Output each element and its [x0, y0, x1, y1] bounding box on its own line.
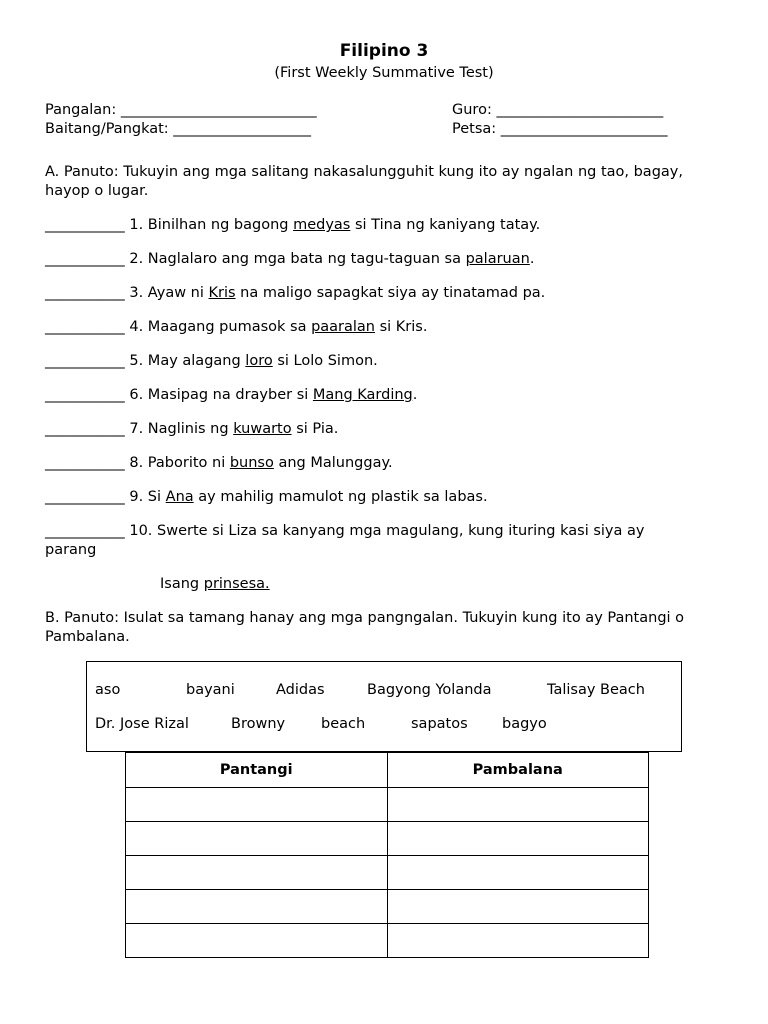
answer-cell — [126, 890, 388, 924]
name-label: Pangalan: — [45, 102, 117, 118]
table-row — [126, 890, 649, 924]
answer-cell — [387, 788, 649, 822]
question-text: si Tina ng kaniyang tatay. — [350, 217, 541, 233]
word-bank-item: beach — [321, 716, 366, 732]
question-item — [45, 420, 338, 438]
teacher-line: _______________________ — [496, 102, 664, 118]
page-title: Filipino 3 — [339, 41, 429, 61]
answer-cell — [126, 856, 388, 890]
question-text: . — [412, 387, 418, 403]
underlined-word: medyas — [293, 217, 351, 233]
teacher-field — [452, 101, 663, 119]
date-label: Petsa: — [452, 121, 497, 137]
question-text: 9. Si — [129, 489, 166, 505]
answer-blank: ___________ — [45, 251, 125, 267]
question-text: 10. Swerte si Liza sa kanyang mga magulang, kung ituring kasi siya ay — [129, 523, 645, 539]
teacher-label: Guro: — [452, 102, 492, 118]
underlined-word: paaralan — [311, 319, 375, 335]
underlined-word: Mang Karding — [312, 387, 413, 403]
question-text: si Pia. — [291, 421, 339, 437]
word-bank-box — [86, 661, 682, 752]
table-row — [126, 788, 649, 822]
page-subtitle: (First Weekly Summative Test) — [274, 65, 494, 81]
underlined-word: kuwarto — [233, 421, 292, 437]
table-row — [126, 924, 649, 958]
column-header-pambalana: Pambalana — [387, 753, 649, 788]
question-item — [45, 250, 534, 268]
underlined-word: bunso — [229, 455, 274, 471]
question-text: si Lolo Simon. — [272, 353, 378, 369]
part-b-instruction-line1: B. Panuto: Isulat sa tamang hanay ang mga pangngalan. Tukuyin kung ito ay Pantangi o — [45, 610, 685, 626]
word-bank-item: bagyo — [502, 716, 547, 732]
question-text: na maligo sapagkat siya ay tinatamad pa. — [235, 285, 546, 301]
name-field — [45, 101, 317, 119]
question-item — [45, 488, 488, 506]
answer-cell — [387, 924, 649, 958]
section-label: Baitang/Pangkat: — [45, 121, 169, 137]
word-bank-item: Adidas — [276, 682, 325, 698]
table-row — [126, 822, 649, 856]
word-bank-item: Browny — [231, 716, 286, 732]
answer-blank: ___________ — [45, 217, 125, 233]
question-item — [45, 318, 427, 336]
date-field — [452, 120, 668, 138]
answer-blank: ___________ — [45, 421, 125, 437]
answer-cell — [126, 788, 388, 822]
answer-blank: ___________ — [45, 489, 125, 505]
underlined-word: Kris — [208, 285, 236, 301]
underlined-word: prinsesa. — [203, 576, 270, 592]
question-text: 3. Ayaw ni — [129, 285, 209, 301]
answer-blank: ___________ — [45, 455, 125, 471]
classification-table — [125, 752, 649, 958]
question-text: 4. Maagang pumasok sa — [129, 319, 312, 335]
question-text: . — [529, 251, 535, 267]
name-line: ___________________________ — [120, 102, 317, 118]
answer-blank: ___________ — [45, 523, 125, 539]
underlined-word: palaruan — [465, 251, 530, 267]
part-a-instruction-line2: hayop o lugar. — [45, 183, 149, 199]
answer-blank: ___________ — [45, 319, 125, 335]
question-text: 5. May alagang — [129, 353, 246, 369]
column-header-pantangi: Pantangi — [126, 753, 388, 788]
question-item-10-line3 — [160, 575, 270, 593]
underlined-word: Ana — [165, 489, 194, 505]
answer-cell — [126, 924, 388, 958]
question-item — [45, 386, 417, 404]
answer-blank: ___________ — [45, 285, 125, 301]
question-item — [45, 454, 393, 472]
question-text: ang Malunggay. — [273, 455, 393, 471]
table-row — [126, 856, 649, 890]
question-item-10-line2: parang — [45, 542, 97, 558]
section-line: ___________________ — [173, 121, 312, 137]
part-a-instruction-line1: A. Panuto: Tukuyin ang mga salitang nakasalungguhit kung ito ay ngalan ng tao, bagay, — [45, 164, 683, 180]
answer-blank: ___________ — [45, 353, 125, 369]
word-bank-item: bayani — [186, 682, 235, 698]
word-bank-item: Talisay Beach — [547, 682, 645, 698]
date-line: _______________________ — [500, 121, 668, 137]
question-text: Isang — [160, 576, 204, 592]
question-item — [45, 352, 378, 370]
question-text: 8. Paborito ni — [129, 455, 230, 471]
question-item-10 — [45, 522, 644, 540]
answer-cell — [387, 856, 649, 890]
question-item — [45, 216, 540, 234]
part-b-instruction-line2: Pambalana. — [45, 629, 130, 645]
word-bank-item: Bagyong Yolanda — [367, 682, 492, 698]
question-text: 2. Naglalaro ang mga bata ng tagu-taguan sa — [129, 251, 466, 267]
answer-blank: ___________ — [45, 387, 125, 403]
question-text: 6. Masipag na drayber si — [129, 387, 313, 403]
table-header-row — [126, 753, 649, 788]
answer-cell — [387, 890, 649, 924]
word-bank-item: sapatos — [411, 716, 468, 732]
underlined-word: loro — [245, 353, 273, 369]
answer-cell — [387, 822, 649, 856]
section-field — [45, 120, 311, 138]
question-text: si Kris. — [375, 319, 428, 335]
question-text: 7. Naglinis ng — [129, 421, 234, 437]
word-bank-item: Dr. Jose Rizal — [95, 716, 189, 732]
question-text: ay mahilig mamulot ng plastik sa labas. — [193, 489, 488, 505]
question-item — [45, 284, 545, 302]
word-bank-item: aso — [95, 682, 121, 698]
answer-cell — [126, 822, 388, 856]
question-text: 1. Binilhan ng bagong — [129, 217, 294, 233]
